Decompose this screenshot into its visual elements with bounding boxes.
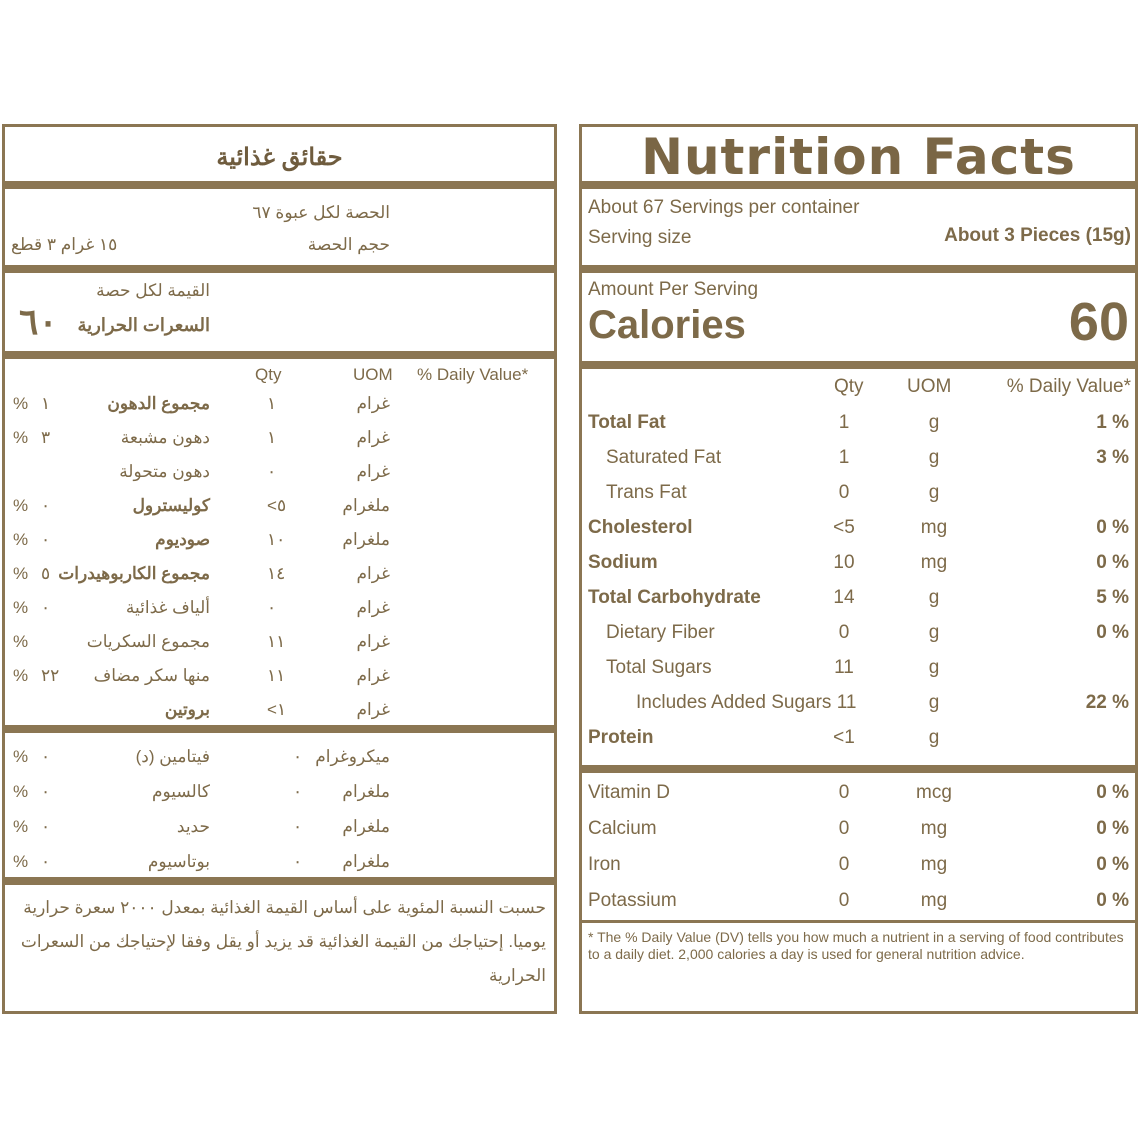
english-serving-section bbox=[582, 189, 1135, 273]
english-col-uom: UOM bbox=[907, 376, 952, 397]
nutrient-name: Total Fat bbox=[588, 412, 666, 433]
english-nutrition-panel bbox=[579, 124, 1138, 1014]
vitamin-dv: ٠ bbox=[41, 852, 51, 871]
nutrient-uom: غرام bbox=[356, 666, 390, 685]
nutrient-qty: ١١ bbox=[267, 666, 286, 685]
arabic-col-uom: UOM bbox=[353, 365, 393, 384]
arabic-serving-size-value: ١٥ غرام ٣ قطع bbox=[11, 235, 118, 254]
english-footnote: * The % Daily Value (DV) tells you how much a nutrient in a serving of food contributes to a daily diet. 2,000 calories a day is used for general nutrition advice. bbox=[588, 929, 1124, 962]
nutrient-qty: 0 bbox=[838, 622, 850, 643]
percent-sign: % bbox=[13, 666, 29, 685]
english-nutrients-section bbox=[582, 369, 1135, 773]
vitamin-qty: ٠ bbox=[293, 852, 303, 871]
english-nutrient-list bbox=[582, 405, 1135, 755]
vitamin-dv: ٠ bbox=[41, 817, 51, 836]
nutrient-dv: ٠ bbox=[41, 598, 51, 617]
english-calories-label: Calories bbox=[588, 303, 746, 347]
nutrient-qty: ١ bbox=[267, 428, 277, 447]
nutrient-name: Protein bbox=[588, 727, 654, 748]
english-serving-size-value: About 3 Pieces (15g) bbox=[944, 225, 1131, 246]
nutrient-dv: ١ bbox=[41, 394, 51, 413]
english-column-headers bbox=[582, 369, 1135, 405]
nutrient-dv: ٠ bbox=[41, 530, 51, 549]
arabic-col-qty: Qty bbox=[255, 365, 282, 384]
nutrient-uom: g bbox=[928, 657, 940, 678]
nutrient-uom: g bbox=[928, 622, 940, 643]
nutrient-dv: 22 % bbox=[1085, 692, 1129, 713]
arabic-calories-section bbox=[5, 273, 554, 359]
vitamin-dv: 0 % bbox=[1096, 782, 1129, 803]
nutrient-name: منها سكر مضاف bbox=[93, 666, 210, 685]
nutrient-name: دهون مشبعة bbox=[120, 428, 210, 447]
arabic-title: حقائق غذائية bbox=[5, 127, 554, 189]
nutrient-name: بروتين bbox=[164, 700, 210, 719]
vitamin-qty: 0 bbox=[838, 782, 850, 803]
vitamin-uom: ملغرام bbox=[342, 782, 390, 801]
vitamin-name: بوتاسيوم bbox=[147, 852, 210, 871]
vitamin-dv: ٠ bbox=[41, 747, 51, 766]
vitamin-row bbox=[5, 774, 554, 809]
nutrient-qty: 11 bbox=[834, 657, 854, 678]
vitamin-uom: mg bbox=[920, 818, 948, 839]
english-col-dv: % Daily Value* bbox=[1006, 376, 1131, 397]
vitamin-uom: ملغرام bbox=[342, 852, 390, 871]
nutrient-name: دهون متحولة bbox=[119, 462, 210, 481]
percent-sign: % bbox=[13, 747, 29, 766]
nutrient-row bbox=[582, 475, 1135, 510]
vitamin-row bbox=[582, 883, 1135, 919]
percent-sign: % bbox=[13, 564, 29, 583]
vitamin-name: Potassium bbox=[588, 890, 677, 911]
percent-sign: % bbox=[13, 632, 29, 651]
vitamin-name: Calcium bbox=[588, 818, 657, 839]
vitamin-name: فيتامين (د) bbox=[135, 747, 210, 766]
english-servings-per-container: About 67 Servings per container bbox=[588, 197, 860, 218]
nutrient-qty: <١ bbox=[267, 700, 287, 719]
nutrient-qty: 0 bbox=[838, 482, 850, 503]
arabic-amount-per-serving: القيمة لكل حصة bbox=[96, 281, 210, 300]
nutrient-row bbox=[5, 523, 554, 557]
nutrient-row bbox=[5, 693, 554, 727]
nutrient-row bbox=[582, 580, 1135, 615]
vitamin-name: حديد bbox=[176, 817, 210, 836]
nutrient-qty: <5 bbox=[833, 517, 855, 538]
nutrient-qty: 14 bbox=[833, 587, 855, 608]
arabic-col-dv: % Daily Value* bbox=[417, 365, 529, 384]
nutrient-name: مجموع السكريات bbox=[86, 632, 210, 651]
nutrient-name: كوليسترول bbox=[132, 496, 210, 515]
english-title: Nutrition Facts bbox=[582, 127, 1135, 189]
nutrient-qty: 1 bbox=[838, 412, 850, 433]
nutrient-row bbox=[582, 685, 1135, 720]
nutrient-uom: ملغرام bbox=[342, 530, 390, 549]
nutrient-uom: g bbox=[928, 412, 940, 433]
nutrient-qty: ٠ bbox=[267, 462, 277, 481]
vitamin-dv: 0 % bbox=[1096, 890, 1129, 911]
nutrient-row bbox=[582, 615, 1135, 650]
vitamin-uom: ملغرام bbox=[342, 817, 390, 836]
nutrient-uom: غرام bbox=[356, 632, 390, 651]
nutrient-dv: ٣ bbox=[41, 428, 51, 447]
nutrient-qty: ١ bbox=[267, 394, 277, 413]
nutrient-name: Total Carbohydrate bbox=[588, 587, 761, 608]
vitamin-row bbox=[5, 739, 554, 774]
arabic-vitamins-section bbox=[5, 733, 554, 885]
nutrient-dv: ٠ bbox=[41, 496, 51, 515]
arabic-servings-per-container: الحصة لكل عبوة ٦٧ bbox=[252, 203, 390, 222]
english-serving-size-label: Serving size bbox=[588, 227, 692, 248]
vitamin-name: Iron bbox=[588, 854, 621, 875]
vitamin-dv: 0 % bbox=[1096, 818, 1129, 839]
nutrient-row bbox=[5, 489, 554, 523]
nutrient-name: ألياف غذائية bbox=[125, 598, 210, 617]
english-vitamins-section bbox=[582, 773, 1135, 923]
nutrient-row bbox=[582, 650, 1135, 685]
nutrient-row bbox=[582, 405, 1135, 440]
nutrient-name: Dietary Fiber bbox=[606, 622, 715, 643]
percent-sign: % bbox=[13, 530, 29, 549]
vitamin-qty: ٠ bbox=[293, 817, 303, 836]
nutrient-row bbox=[582, 440, 1135, 475]
percent-sign: % bbox=[13, 782, 29, 801]
percent-sign: % bbox=[13, 428, 29, 447]
vitamin-name: Vitamin D bbox=[588, 782, 671, 803]
nutrient-name: مجموع الدهون bbox=[107, 394, 210, 413]
nutrient-qty: ١٤ bbox=[267, 564, 286, 583]
arabic-calories-label: السعرات الحرارية bbox=[77, 315, 210, 335]
vitamin-row bbox=[5, 844, 554, 879]
vitamin-uom: mg bbox=[920, 854, 948, 875]
nutrient-qty: <٥ bbox=[267, 496, 287, 515]
vitamin-row bbox=[582, 847, 1135, 883]
nutrient-row bbox=[5, 591, 554, 625]
arabic-column-headers bbox=[5, 363, 554, 387]
nutrient-uom: غرام bbox=[356, 598, 390, 617]
nutrient-row bbox=[5, 421, 554, 455]
nutrient-uom: غرام bbox=[356, 462, 390, 481]
nutrient-uom: mg bbox=[920, 552, 948, 573]
arabic-serving-section bbox=[5, 189, 554, 273]
nutrient-qty: ١١ bbox=[267, 632, 286, 651]
nutrient-name: Sodium bbox=[588, 552, 658, 573]
arabic-serving-size-label: حجم الحصة bbox=[307, 235, 390, 254]
vitamin-uom: mcg bbox=[916, 782, 952, 803]
nutrient-row bbox=[5, 659, 554, 693]
arabic-nutrition-panel bbox=[2, 124, 557, 1014]
vitamin-dv: 0 % bbox=[1096, 854, 1129, 875]
nutrient-qty: ١٠ bbox=[267, 530, 286, 549]
vitamin-row bbox=[582, 775, 1135, 811]
nutrient-uom: g bbox=[928, 692, 940, 713]
nutrient-dv: 0 % bbox=[1096, 622, 1129, 643]
vitamin-dv: ٠ bbox=[41, 782, 51, 801]
english-col-qty: Qty bbox=[834, 376, 864, 397]
nutrient-name: Cholesterol bbox=[588, 517, 693, 538]
nutrient-qty: 10 bbox=[833, 552, 855, 573]
percent-sign: % bbox=[13, 852, 29, 871]
nutrient-uom: g bbox=[928, 727, 940, 748]
arabic-nutrient-list bbox=[5, 387, 554, 727]
nutrient-row bbox=[5, 625, 554, 659]
english-amount-per-serving: Amount Per Serving bbox=[588, 279, 759, 300]
nutrient-name: Includes Added Sugars 11 bbox=[636, 692, 857, 713]
nutrient-name: Trans Fat bbox=[606, 482, 687, 503]
vitamin-row bbox=[5, 809, 554, 844]
nutrient-dv: 0 % bbox=[1096, 552, 1129, 573]
nutrient-uom: g bbox=[928, 482, 940, 503]
nutrient-row bbox=[5, 387, 554, 421]
nutrient-qty: 1 bbox=[838, 447, 850, 468]
nutrient-row bbox=[582, 545, 1135, 580]
nutrient-uom: ملغرام bbox=[342, 496, 390, 515]
nutrient-name: مجموع الكاربوهيدرات bbox=[58, 564, 210, 583]
nutrient-qty: <1 bbox=[833, 727, 855, 748]
nutrient-uom: غرام bbox=[356, 700, 390, 719]
nutrient-qty: ٠ bbox=[267, 598, 277, 617]
vitamin-uom: mg bbox=[920, 890, 948, 911]
english-vitamin-list bbox=[582, 775, 1135, 919]
vitamin-qty: 0 bbox=[838, 854, 850, 875]
nutrient-row bbox=[582, 510, 1135, 545]
nutrient-dv: 3 % bbox=[1096, 447, 1129, 468]
arabic-calories-value: ٦٠ bbox=[19, 301, 58, 342]
arabic-footnote: حسبت النسبة المئوية على أساس القيمة الغذائية بمعدل ٢٠٠٠ سعرة حرارية يوميا. إحتياجك من القيمة الغذائية قد يزيد أو يقل وفقا لإحتياجك من السعرات الحرارية bbox=[20, 898, 546, 985]
nutrient-dv: 1 % bbox=[1096, 412, 1129, 433]
vitamin-uom: ميكروغرام bbox=[315, 747, 390, 766]
nutrient-uom: غرام bbox=[356, 394, 390, 413]
nutrient-name: Saturated Fat bbox=[606, 447, 722, 468]
nutrient-uom: g bbox=[928, 447, 940, 468]
vitamin-qty: ٠ bbox=[293, 747, 303, 766]
nutrient-name: Total Sugars bbox=[606, 657, 712, 678]
nutrient-row bbox=[5, 455, 554, 489]
nutrient-uom: غرام bbox=[356, 428, 390, 447]
nutrient-name: صوديوم bbox=[155, 530, 210, 549]
english-calories-value: 60 bbox=[1068, 292, 1129, 352]
nutrient-dv: ٢٢ bbox=[41, 666, 60, 685]
english-calories-section bbox=[582, 273, 1135, 369]
arabic-nutrients-section bbox=[5, 359, 554, 733]
nutrient-dv: ٥ bbox=[41, 564, 51, 583]
nutrient-row bbox=[582, 720, 1135, 755]
nutrient-uom: mg bbox=[920, 517, 948, 538]
percent-sign: % bbox=[13, 394, 29, 413]
vitamin-qty: 0 bbox=[838, 890, 850, 911]
vitamin-qty: 0 bbox=[838, 818, 850, 839]
nutrient-uom: غرام bbox=[356, 564, 390, 583]
nutrient-dv: 5 % bbox=[1096, 587, 1129, 608]
percent-sign: % bbox=[13, 598, 29, 617]
arabic-vitamin-list bbox=[5, 739, 554, 879]
nutrient-row bbox=[5, 557, 554, 591]
nutrient-uom: g bbox=[928, 587, 940, 608]
percent-sign: % bbox=[13, 496, 29, 515]
vitamin-row bbox=[582, 811, 1135, 847]
vitamin-qty: ٠ bbox=[293, 782, 303, 801]
nutrient-dv: 0 % bbox=[1096, 517, 1129, 538]
vitamin-name: كالسيوم bbox=[151, 782, 210, 801]
percent-sign: % bbox=[13, 817, 29, 836]
